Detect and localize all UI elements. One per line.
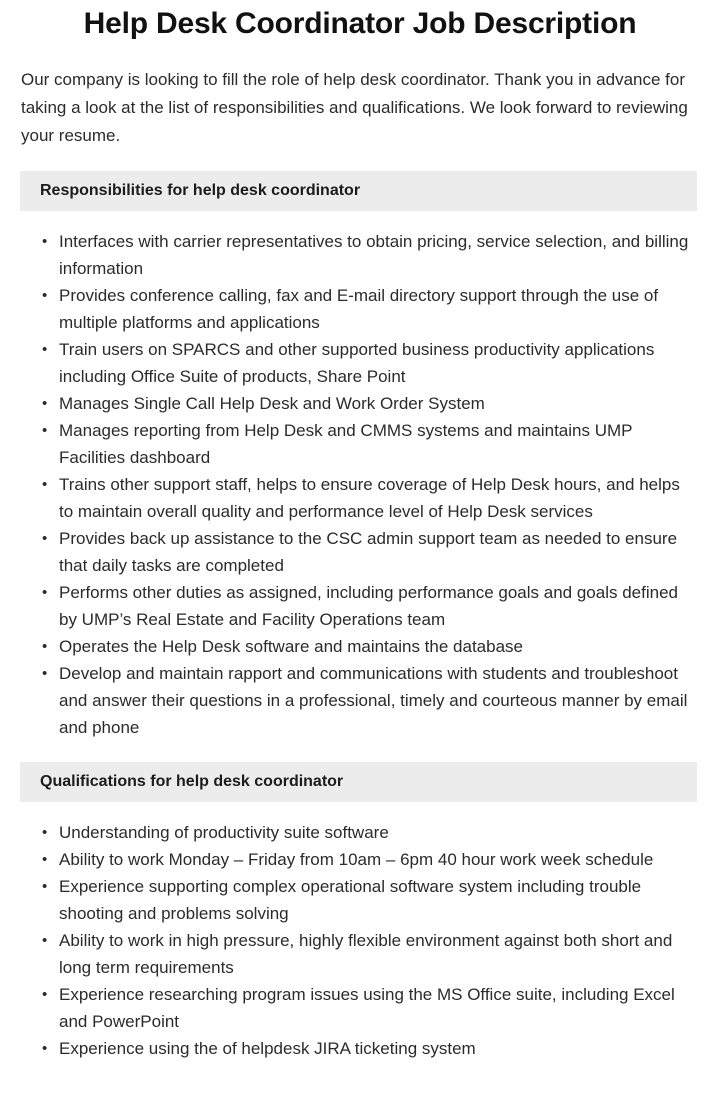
section-header-band-qualifications — [20, 762, 697, 802]
job-description-page — [0, 6, 720, 1062]
list-item: • Understanding of productivity suite software — [0, 819, 720, 846]
section-qualifications — [0, 762, 720, 1062]
list-item: • Provides conference calling, fax and E-mail directory support through the use of multiple platforms and applications — [0, 282, 720, 336]
list-item: • Provides back up assistance to the CSC admin support team as needed to ensure that daily tasks are completed — [0, 525, 720, 579]
section-responsibilities — [0, 171, 720, 741]
section-heading-responsibilities: Responsibilities for help desk coordinator — [40, 182, 361, 199]
list-item: • Develop and maintain rapport and communications with students and troubleshoot and answer their questions in a professional, timely and courteous manner by email and phone — [0, 660, 720, 741]
list-item: • Experience using the of helpdesk JIRA ticketing system — [0, 1035, 720, 1062]
qualifications-list — [0, 819, 720, 1062]
list-spacer — [0, 802, 720, 819]
list-item: • Manages reporting from Help Desk and CMMS systems and maintains UMP Facilities dashboard — [0, 417, 720, 471]
intro-paragraph: Our company is looking to fill the role of help desk coordinator. Thank you in advance for taking a look at the list of responsibilities and qualifications. We look forward to reviewing your resume. — [21, 70, 688, 145]
responsibilities-list — [0, 228, 720, 741]
list-item: • Interfaces with carrier representatives to obtain pricing, service selection, and billing information — [0, 228, 720, 282]
list-item: • Manages Single Call Help Desk and Work Order System — [0, 390, 720, 417]
list-item: • Ability to work in high pressure, highly flexible environment against both short and long term requirements — [0, 927, 720, 981]
list-item: • Experience supporting complex operational software system including trouble shooting and problems solving — [0, 873, 720, 927]
list-spacer — [0, 211, 720, 228]
section-header-band-responsibilities — [20, 171, 697, 211]
list-item: • Trains other support staff, helps to ensure coverage of Help Desk hours, and helps to maintain overall quality and performance level of Help Desk services — [0, 471, 720, 525]
list-item: • Ability to work Monday – Friday from 10am – 6pm 40 hour work week schedule — [0, 846, 720, 873]
list-item: • Train users on SPARCS and other supported business productivity applications including Office Suite of products, Share Point — [0, 336, 720, 390]
list-item: • Experience researching program issues using the MS Office suite, including Excel and PowerPoint — [0, 981, 720, 1035]
section-heading-qualifications: Qualifications for help desk coordinator — [40, 773, 344, 790]
list-item: • Performs other duties as assigned, including performance goals and goals defined by UMP’s Real Estate and Facility Operations team — [0, 579, 720, 633]
page-title: Help Desk Coordinator Job Description — [83, 7, 637, 40]
list-item: • Operates the Help Desk software and maintains the database — [0, 633, 720, 660]
